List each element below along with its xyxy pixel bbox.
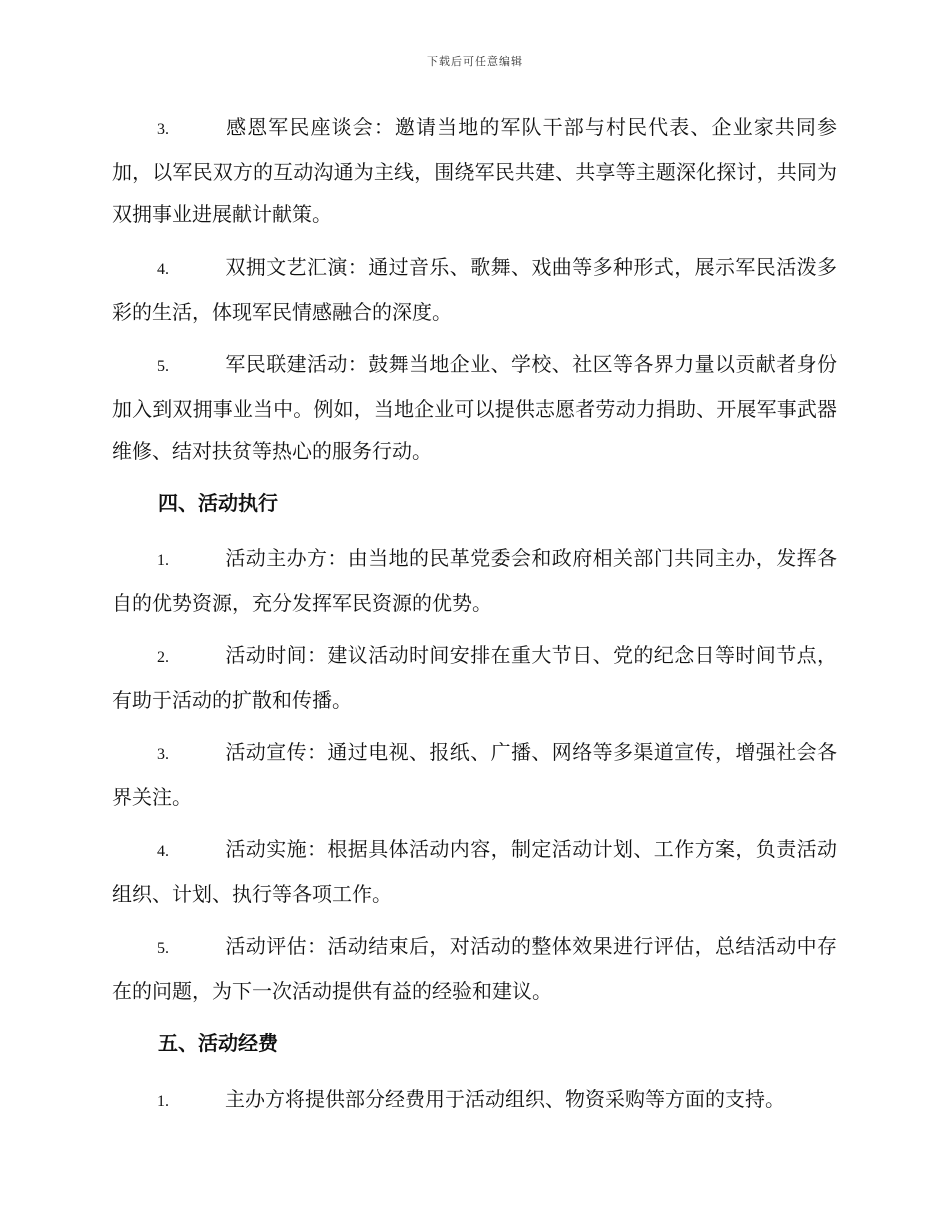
item-text: 感恩军民座谈会：邀请当地的军队干部与村民代表、企业家共同参加，以军民双方的互动沟通为主线，围绕军民共建、共享等主题深化探讨，共同为双拥事业进展献计献策。 [112,115,837,226]
section-heading: 四、活动执行 [158,491,278,515]
list-item [112,925,837,1012]
item-text: 活动时间：建议活动时间安排在重大节日、党的纪念日等时间节点，有助于活动的扩散和传播。 [112,643,837,712]
section-heading: 五、活动经费 [158,1031,278,1055]
item-number: 5. [157,940,169,957]
list-item [112,731,837,818]
item-text: 活动主办方：由当地的民革党委会和政府相关部门共同主办，发挥各自的优势资源，充分发挥军民资源的优势。 [112,546,837,615]
list-item [112,634,837,721]
list-item [112,1078,837,1123]
item-text: 双拥文艺汇演：通过音乐、歌舞、戏曲等多种形式，展示军民活泼多彩的生活，体现军民情感融合的深度。 [112,255,837,324]
list-item [112,106,837,235]
item-number: 5. [157,358,169,375]
item-number: 4. [157,843,169,860]
list-item [112,246,837,333]
list-item [112,343,837,472]
item-number: 4. [157,261,169,278]
item-text: 军民联建活动：鼓舞当地企业、学校、社区等各界力量以贡献者身份加入到双拥事业当中。例如，当地企业可以提供志愿者劳动力捐助、开展军事武器维修、结对扶贫等热心的服务行动。 [112,352,837,463]
item-text: 活动评估：活动结束后，对活动的整体效果进行评估，总结活动中存在的问题，为下一次活动提供有益的经验和建议。 [112,934,837,1003]
item-number: 3. [157,121,169,138]
page-header: 下载后可任意编辑 [427,55,523,68]
item-number: 3. [157,746,169,763]
item-text: 活动实施：根据具体活动内容，制定活动计划、工作方案，负责活动组织、计划、执行等各项工作。 [112,837,837,906]
list-item [112,828,837,915]
item-text: 活动宣传：通过电视、报纸、广播、网络等多渠道宣传，增强社会各界关注。 [112,740,837,809]
list-item [112,537,837,624]
item-number: 1. [157,552,169,569]
item-number: 1. [157,1093,169,1110]
item-text: 主办方将提供部分经费用于活动组织、物资采购等方面的支持。 [225,1087,785,1111]
item-number: 2. [157,649,169,666]
